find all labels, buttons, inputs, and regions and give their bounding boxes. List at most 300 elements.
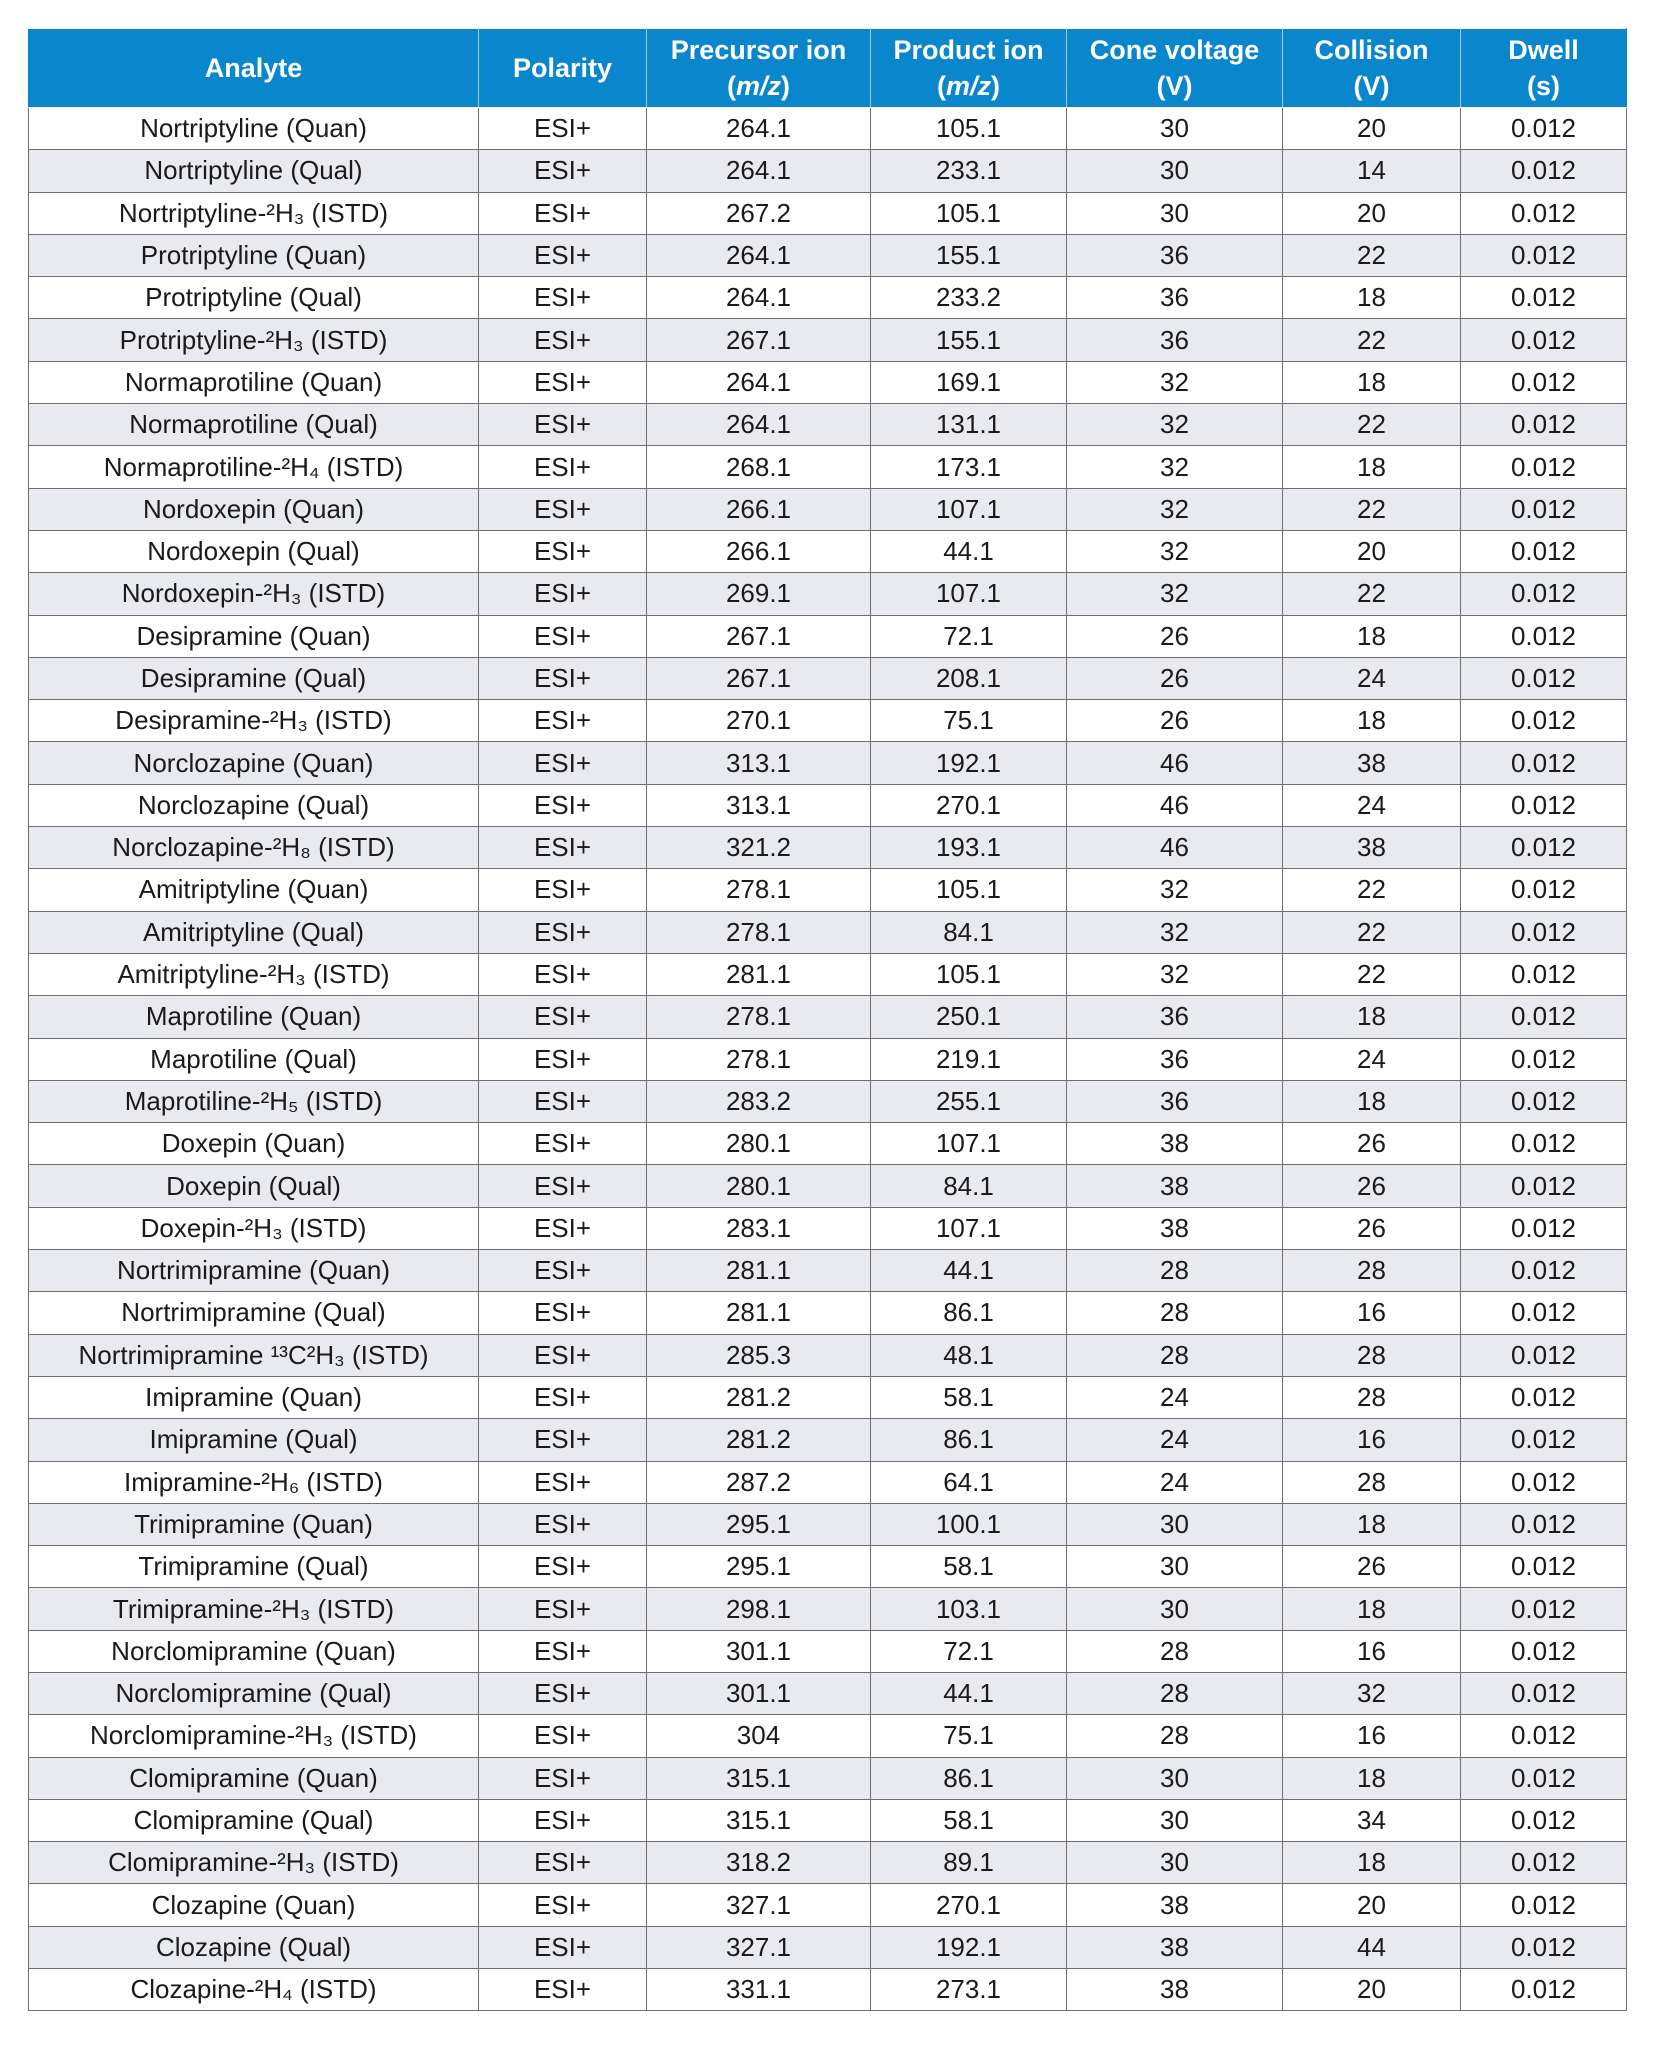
table-row <box>29 1292 1627 1334</box>
product-ion-cell: 107.1 <box>871 573 1067 615</box>
precursor-ion-cell: 278.1 <box>647 1038 871 1080</box>
header-unit: (m/z) <box>936 71 1000 101</box>
header-product-ion <box>871 29 1067 108</box>
polarity-cell: ESI+ <box>479 996 647 1038</box>
collision-cell: 20 <box>1283 1969 1461 2011</box>
table-row <box>29 1969 1627 2011</box>
precursor-ion-cell: 264.1 <box>647 361 871 403</box>
collision-cell: 38 <box>1283 827 1461 869</box>
cone-voltage-cell: 28 <box>1067 1334 1283 1376</box>
cone-voltage-cell: 46 <box>1067 742 1283 784</box>
dwell-cell: 0.012 <box>1461 1546 1627 1588</box>
analyte-cell: Norclomipramine (Quan) <box>29 1630 479 1672</box>
product-ion-cell: 270.1 <box>871 1884 1067 1926</box>
table-row <box>29 996 1627 1038</box>
table-row <box>29 573 1627 615</box>
dwell-cell: 0.012 <box>1461 1461 1627 1503</box>
cone-voltage-cell: 38 <box>1067 1207 1283 1249</box>
cone-voltage-cell: 36 <box>1067 234 1283 276</box>
header-unit: (V) <box>1156 71 1193 101</box>
table-row <box>29 488 1627 530</box>
analyte-cell: Nordoxepin-²H₃ (ISTD) <box>29 573 479 615</box>
table-row <box>29 1926 1627 1968</box>
analyte-cell: Imipramine (Quan) <box>29 1376 479 1418</box>
collision-cell: 20 <box>1283 192 1461 234</box>
table-row <box>29 742 1627 784</box>
collision-cell: 18 <box>1283 615 1461 657</box>
polarity-cell: ESI+ <box>479 1207 647 1249</box>
analyte-cell: Nortriptyline-²H₃ (ISTD) <box>29 192 479 234</box>
cone-voltage-cell: 32 <box>1067 911 1283 953</box>
product-ion-cell: 105.1 <box>871 108 1067 150</box>
polarity-cell: ESI+ <box>479 1884 647 1926</box>
collision-cell: 18 <box>1283 700 1461 742</box>
cone-voltage-cell: 32 <box>1067 488 1283 530</box>
dwell-cell: 0.012 <box>1461 1926 1627 1968</box>
dwell-cell: 0.012 <box>1461 108 1627 150</box>
product-ion-cell: 273.1 <box>871 1969 1067 2011</box>
precursor-ion-cell: 285.3 <box>647 1334 871 1376</box>
product-ion-cell: 155.1 <box>871 319 1067 361</box>
dwell-cell: 0.012 <box>1461 1757 1627 1799</box>
dwell-cell: 0.012 <box>1461 1672 1627 1714</box>
polarity-cell: ESI+ <box>479 1165 647 1207</box>
precursor-ion-cell: 313.1 <box>647 784 871 826</box>
product-ion-cell: 86.1 <box>871 1757 1067 1799</box>
precursor-ion-cell: 268.1 <box>647 446 871 488</box>
precursor-ion-cell: 267.1 <box>647 319 871 361</box>
product-ion-cell: 270.1 <box>871 784 1067 826</box>
table-row <box>29 1080 1627 1122</box>
product-ion-cell: 48.1 <box>871 1334 1067 1376</box>
cone-voltage-cell: 26 <box>1067 657 1283 699</box>
collision-cell: 44 <box>1283 1926 1461 1968</box>
header-unit: (s) <box>1527 71 1560 101</box>
analyte-cell: Nortrimipramine (Quan) <box>29 1250 479 1292</box>
analyte-cell: Desipramine-²H₃ (ISTD) <box>29 700 479 742</box>
precursor-ion-cell: 278.1 <box>647 996 871 1038</box>
cone-voltage-cell: 38 <box>1067 1123 1283 1165</box>
collision-cell: 22 <box>1283 234 1461 276</box>
precursor-ion-cell: 266.1 <box>647 488 871 530</box>
collision-cell: 22 <box>1283 573 1461 615</box>
precursor-ion-cell: 267.1 <box>647 657 871 699</box>
analyte-cell: Nortrimipramine (Qual) <box>29 1292 479 1334</box>
product-ion-cell: 107.1 <box>871 488 1067 530</box>
analyte-cell: Maprotiline (Quan) <box>29 996 479 1038</box>
dwell-cell: 0.012 <box>1461 742 1627 784</box>
cone-voltage-cell: 28 <box>1067 1292 1283 1334</box>
analyte-cell: Norclozapine (Qual) <box>29 784 479 826</box>
product-ion-cell: 193.1 <box>871 827 1067 869</box>
collision-cell: 18 <box>1283 1757 1461 1799</box>
cone-voltage-cell: 46 <box>1067 827 1283 869</box>
product-ion-cell: 105.1 <box>871 192 1067 234</box>
mrm-parameters-table-container <box>28 28 1626 2011</box>
analyte-cell: Maprotiline-²H₅ (ISTD) <box>29 1080 479 1122</box>
analyte-cell: Imipramine-²H₆ (ISTD) <box>29 1461 479 1503</box>
collision-cell: 22 <box>1283 404 1461 446</box>
table-row <box>29 1334 1627 1376</box>
collision-cell: 18 <box>1283 996 1461 1038</box>
table-row <box>29 530 1627 572</box>
dwell-cell: 0.012 <box>1461 234 1627 276</box>
product-ion-cell: 89.1 <box>871 1842 1067 1884</box>
cone-voltage-cell: 24 <box>1067 1461 1283 1503</box>
analyte-cell: Norclozapine-²H₈ (ISTD) <box>29 827 479 869</box>
analyte-cell: Trimipramine (Qual) <box>29 1546 479 1588</box>
analyte-cell: Imipramine (Qual) <box>29 1419 479 1461</box>
table-row <box>29 277 1627 319</box>
table-row <box>29 1165 1627 1207</box>
product-ion-cell: 105.1 <box>871 953 1067 995</box>
precursor-ion-cell: 321.2 <box>647 827 871 869</box>
precursor-ion-cell: 280.1 <box>647 1123 871 1165</box>
dwell-cell: 0.012 <box>1461 1038 1627 1080</box>
collision-cell: 26 <box>1283 1207 1461 1249</box>
cone-voltage-cell: 32 <box>1067 953 1283 995</box>
collision-cell: 28 <box>1283 1461 1461 1503</box>
polarity-cell: ESI+ <box>479 1123 647 1165</box>
polarity-cell: ESI+ <box>479 1376 647 1418</box>
analyte-cell: Doxepin (Qual) <box>29 1165 479 1207</box>
analyte-cell: Nordoxepin (Qual) <box>29 530 479 572</box>
product-ion-cell: 86.1 <box>871 1419 1067 1461</box>
precursor-ion-cell: 301.1 <box>647 1630 871 1672</box>
precursor-ion-cell: 264.1 <box>647 404 871 446</box>
dwell-cell: 0.012 <box>1461 404 1627 446</box>
cone-voltage-cell: 24 <box>1067 1419 1283 1461</box>
product-ion-cell: 219.1 <box>871 1038 1067 1080</box>
dwell-cell: 0.012 <box>1461 488 1627 530</box>
precursor-ion-cell: 264.1 <box>647 234 871 276</box>
collision-cell: 32 <box>1283 1672 1461 1714</box>
precursor-ion-cell: 331.1 <box>647 1969 871 2011</box>
cone-voltage-cell: 36 <box>1067 996 1283 1038</box>
polarity-cell: ESI+ <box>479 1334 647 1376</box>
analyte-cell: Nortrimipramine ¹³C²H₃ (ISTD) <box>29 1334 479 1376</box>
collision-cell: 20 <box>1283 1884 1461 1926</box>
header-label: Polarity <box>512 53 613 83</box>
dwell-cell: 0.012 <box>1461 1080 1627 1122</box>
table-row <box>29 1419 1627 1461</box>
table-row <box>29 361 1627 403</box>
collision-cell: 26 <box>1283 1546 1461 1588</box>
table-row <box>29 446 1627 488</box>
cone-voltage-cell: 32 <box>1067 361 1283 403</box>
cone-voltage-cell: 36 <box>1067 1038 1283 1080</box>
product-ion-cell: 255.1 <box>871 1080 1067 1122</box>
polarity-cell: ESI+ <box>479 361 647 403</box>
polarity-cell: ESI+ <box>479 657 647 699</box>
cone-voltage-cell: 30 <box>1067 108 1283 150</box>
header-label: Precursor ion <box>670 35 847 65</box>
product-ion-cell: 75.1 <box>871 1715 1067 1757</box>
analyte-cell: Clomipramine (Qual) <box>29 1799 479 1841</box>
analyte-cell: Normaprotiline-²H₄ (ISTD) <box>29 446 479 488</box>
table-row <box>29 1672 1627 1714</box>
cone-voltage-cell: 36 <box>1067 319 1283 361</box>
product-ion-cell: 131.1 <box>871 404 1067 446</box>
cone-voltage-cell: 38 <box>1067 1165 1283 1207</box>
polarity-cell: ESI+ <box>479 150 647 192</box>
product-ion-cell: 84.1 <box>871 911 1067 953</box>
precursor-ion-cell: 267.2 <box>647 192 871 234</box>
precursor-ion-cell: 281.2 <box>647 1376 871 1418</box>
precursor-ion-cell: 270.1 <box>647 700 871 742</box>
collision-cell: 26 <box>1283 1165 1461 1207</box>
collision-cell: 22 <box>1283 911 1461 953</box>
collision-cell: 18 <box>1283 1080 1461 1122</box>
precursor-ion-cell: 283.2 <box>647 1080 871 1122</box>
cone-voltage-cell: 28 <box>1067 1672 1283 1714</box>
precursor-ion-cell: 278.1 <box>647 911 871 953</box>
polarity-cell: ESI+ <box>479 108 647 150</box>
product-ion-cell: 58.1 <box>871 1799 1067 1841</box>
table-row <box>29 1715 1627 1757</box>
analyte-cell: Trimipramine-²H₃ (ISTD) <box>29 1588 479 1630</box>
precursor-ion-cell: 298.1 <box>647 1588 871 1630</box>
polarity-cell: ESI+ <box>479 869 647 911</box>
collision-cell: 18 <box>1283 446 1461 488</box>
analyte-cell: Clozapine (Quan) <box>29 1884 479 1926</box>
dwell-cell: 0.012 <box>1461 1250 1627 1292</box>
analyte-cell: Nordoxepin (Quan) <box>29 488 479 530</box>
dwell-cell: 0.012 <box>1461 1884 1627 1926</box>
dwell-cell: 0.012 <box>1461 784 1627 826</box>
polarity-cell: ESI+ <box>479 827 647 869</box>
header-analyte <box>29 29 479 108</box>
polarity-cell: ESI+ <box>479 1799 647 1841</box>
analyte-cell: Desipramine (Quan) <box>29 615 479 657</box>
polarity-cell: ESI+ <box>479 1503 647 1545</box>
polarity-cell: ESI+ <box>479 1038 647 1080</box>
table-row <box>29 1503 1627 1545</box>
precursor-ion-cell: 278.1 <box>647 869 871 911</box>
cone-voltage-cell: 32 <box>1067 446 1283 488</box>
collision-cell: 18 <box>1283 1503 1461 1545</box>
precursor-ion-cell: 281.1 <box>647 1292 871 1334</box>
cone-voltage-cell: 32 <box>1067 530 1283 572</box>
product-ion-cell: 250.1 <box>871 996 1067 1038</box>
cone-voltage-cell: 30 <box>1067 1588 1283 1630</box>
table-row <box>29 319 1627 361</box>
analyte-cell: Clozapine (Qual) <box>29 1926 479 1968</box>
table-row <box>29 1588 1627 1630</box>
product-ion-cell: 72.1 <box>871 1630 1067 1672</box>
header-row <box>29 29 1627 108</box>
table-row <box>29 784 1627 826</box>
cone-voltage-cell: 28 <box>1067 1630 1283 1672</box>
table-row <box>29 1799 1627 1841</box>
header-precursor-ion <box>647 29 871 108</box>
precursor-ion-cell: 281.2 <box>647 1419 871 1461</box>
cone-voltage-cell: 32 <box>1067 573 1283 615</box>
analyte-cell: Norclozapine (Quan) <box>29 742 479 784</box>
product-ion-cell: 103.1 <box>871 1588 1067 1630</box>
polarity-cell: ESI+ <box>479 1969 647 2011</box>
analyte-cell: Protriptyline-²H₃ (ISTD) <box>29 319 479 361</box>
dwell-cell: 0.012 <box>1461 1419 1627 1461</box>
collision-cell: 28 <box>1283 1250 1461 1292</box>
analyte-cell: Norclomipramine (Qual) <box>29 1672 479 1714</box>
dwell-cell: 0.012 <box>1461 1376 1627 1418</box>
table-row <box>29 869 1627 911</box>
analyte-cell: Amitriptyline-²H₃ (ISTD) <box>29 953 479 995</box>
table-row <box>29 1884 1627 1926</box>
collision-cell: 24 <box>1283 657 1461 699</box>
table-row <box>29 1250 1627 1292</box>
analyte-cell: Nortriptyline (Qual) <box>29 150 479 192</box>
cone-voltage-cell: 30 <box>1067 1757 1283 1799</box>
polarity-cell: ESI+ <box>479 1757 647 1799</box>
cone-voltage-cell: 24 <box>1067 1376 1283 1418</box>
dwell-cell: 0.012 <box>1461 1207 1627 1249</box>
dwell-cell: 0.012 <box>1461 1630 1627 1672</box>
dwell-cell: 0.012 <box>1461 1123 1627 1165</box>
header-collision <box>1283 29 1461 108</box>
precursor-ion-cell: 267.1 <box>647 615 871 657</box>
table-row <box>29 1757 1627 1799</box>
product-ion-cell: 100.1 <box>871 1503 1067 1545</box>
polarity-cell: ESI+ <box>479 1419 647 1461</box>
dwell-cell: 0.012 <box>1461 700 1627 742</box>
precursor-ion-cell: 318.2 <box>647 1842 871 1884</box>
polarity-cell: ESI+ <box>479 1672 647 1714</box>
polarity-cell: ESI+ <box>479 1588 647 1630</box>
precursor-ion-cell: 264.1 <box>647 108 871 150</box>
product-ion-cell: 155.1 <box>871 234 1067 276</box>
cone-voltage-cell: 28 <box>1067 1250 1283 1292</box>
dwell-cell: 0.012 <box>1461 446 1627 488</box>
collision-cell: 16 <box>1283 1715 1461 1757</box>
analyte-cell: Normaprotiline (Quan) <box>29 361 479 403</box>
polarity-cell: ESI+ <box>479 1080 647 1122</box>
collision-cell: 18 <box>1283 1588 1461 1630</box>
collision-cell: 24 <box>1283 1038 1461 1080</box>
product-ion-cell: 233.2 <box>871 277 1067 319</box>
precursor-ion-cell: 283.1 <box>647 1207 871 1249</box>
product-ion-cell: 58.1 <box>871 1546 1067 1588</box>
product-ion-cell: 208.1 <box>871 657 1067 699</box>
precursor-ion-cell: 280.1 <box>647 1165 871 1207</box>
precursor-ion-cell: 287.2 <box>647 1461 871 1503</box>
precursor-ion-cell: 315.1 <box>647 1799 871 1841</box>
header-label: Collision <box>1314 35 1429 65</box>
table-body <box>29 108 1627 2011</box>
dwell-cell: 0.012 <box>1461 361 1627 403</box>
collision-cell: 18 <box>1283 361 1461 403</box>
polarity-cell: ESI+ <box>479 1630 647 1672</box>
dwell-cell: 0.012 <box>1461 1969 1627 2011</box>
analyte-cell: Normaprotiline (Qual) <box>29 404 479 446</box>
collision-cell: 34 <box>1283 1799 1461 1841</box>
product-ion-cell: 173.1 <box>871 446 1067 488</box>
polarity-cell: ESI+ <box>479 404 647 446</box>
header-polarity <box>479 29 647 108</box>
table-row <box>29 911 1627 953</box>
precursor-ion-cell: 301.1 <box>647 1672 871 1714</box>
table-row <box>29 150 1627 192</box>
product-ion-cell: 44.1 <box>871 1250 1067 1292</box>
product-ion-cell: 107.1 <box>871 1123 1067 1165</box>
product-ion-cell: 192.1 <box>871 742 1067 784</box>
analyte-cell: Maprotiline (Qual) <box>29 1038 479 1080</box>
collision-cell: 38 <box>1283 742 1461 784</box>
analyte-cell: Protriptyline (Qual) <box>29 277 479 319</box>
cone-voltage-cell: 38 <box>1067 1969 1283 2011</box>
dwell-cell: 0.012 <box>1461 530 1627 572</box>
collision-cell: 28 <box>1283 1376 1461 1418</box>
polarity-cell: ESI+ <box>479 1926 647 1968</box>
analyte-cell: Amitriptyline (Qual) <box>29 911 479 953</box>
precursor-ion-cell: 269.1 <box>647 573 871 615</box>
cone-voltage-cell: 26 <box>1067 700 1283 742</box>
collision-cell: 24 <box>1283 784 1461 826</box>
analyte-cell: Doxepin (Quan) <box>29 1123 479 1165</box>
header-label: Cone voltage <box>1089 35 1260 65</box>
dwell-cell: 0.012 <box>1461 1334 1627 1376</box>
polarity-cell: ESI+ <box>479 319 647 361</box>
polarity-cell: ESI+ <box>479 742 647 784</box>
precursor-ion-cell: 264.1 <box>647 150 871 192</box>
cone-voltage-cell: 36 <box>1067 1080 1283 1122</box>
polarity-cell: ESI+ <box>479 277 647 319</box>
cone-voltage-cell: 26 <box>1067 615 1283 657</box>
table-header <box>29 29 1627 108</box>
header-label: Analyte <box>204 53 303 83</box>
precursor-ion-cell: 327.1 <box>647 1926 871 1968</box>
analyte-cell: Trimipramine (Quan) <box>29 1503 479 1545</box>
collision-cell: 16 <box>1283 1419 1461 1461</box>
dwell-cell: 0.012 <box>1461 1588 1627 1630</box>
table-row <box>29 404 1627 446</box>
dwell-cell: 0.012 <box>1461 150 1627 192</box>
product-ion-cell: 44.1 <box>871 530 1067 572</box>
cone-voltage-cell: 46 <box>1067 784 1283 826</box>
precursor-ion-cell: 266.1 <box>647 530 871 572</box>
dwell-cell: 0.012 <box>1461 615 1627 657</box>
product-ion-cell: 72.1 <box>871 615 1067 657</box>
table-row <box>29 1461 1627 1503</box>
collision-cell: 22 <box>1283 488 1461 530</box>
precursor-ion-cell: 327.1 <box>647 1884 871 1926</box>
polarity-cell: ESI+ <box>479 1461 647 1503</box>
table-row <box>29 1376 1627 1418</box>
cone-voltage-cell: 30 <box>1067 150 1283 192</box>
precursor-ion-cell: 313.1 <box>647 742 871 784</box>
precursor-ion-cell: 264.1 <box>647 277 871 319</box>
polarity-cell: ESI+ <box>479 1546 647 1588</box>
cone-voltage-cell: 38 <box>1067 1884 1283 1926</box>
product-ion-cell: 105.1 <box>871 869 1067 911</box>
dwell-cell: 0.012 <box>1461 996 1627 1038</box>
collision-cell: 22 <box>1283 319 1461 361</box>
precursor-ion-cell: 304 <box>647 1715 871 1757</box>
polarity-cell: ESI+ <box>479 953 647 995</box>
polarity-cell: ESI+ <box>479 530 647 572</box>
dwell-cell: 0.012 <box>1461 573 1627 615</box>
dwell-cell: 0.012 <box>1461 1842 1627 1884</box>
dwell-cell: 0.012 <box>1461 911 1627 953</box>
analyte-cell: Norclomipramine-²H₃ (ISTD) <box>29 1715 479 1757</box>
table-row <box>29 108 1627 150</box>
cone-voltage-cell: 32 <box>1067 404 1283 446</box>
cone-voltage-cell: 30 <box>1067 192 1283 234</box>
collision-cell: 14 <box>1283 150 1461 192</box>
collision-cell: 16 <box>1283 1630 1461 1672</box>
collision-cell: 16 <box>1283 1292 1461 1334</box>
